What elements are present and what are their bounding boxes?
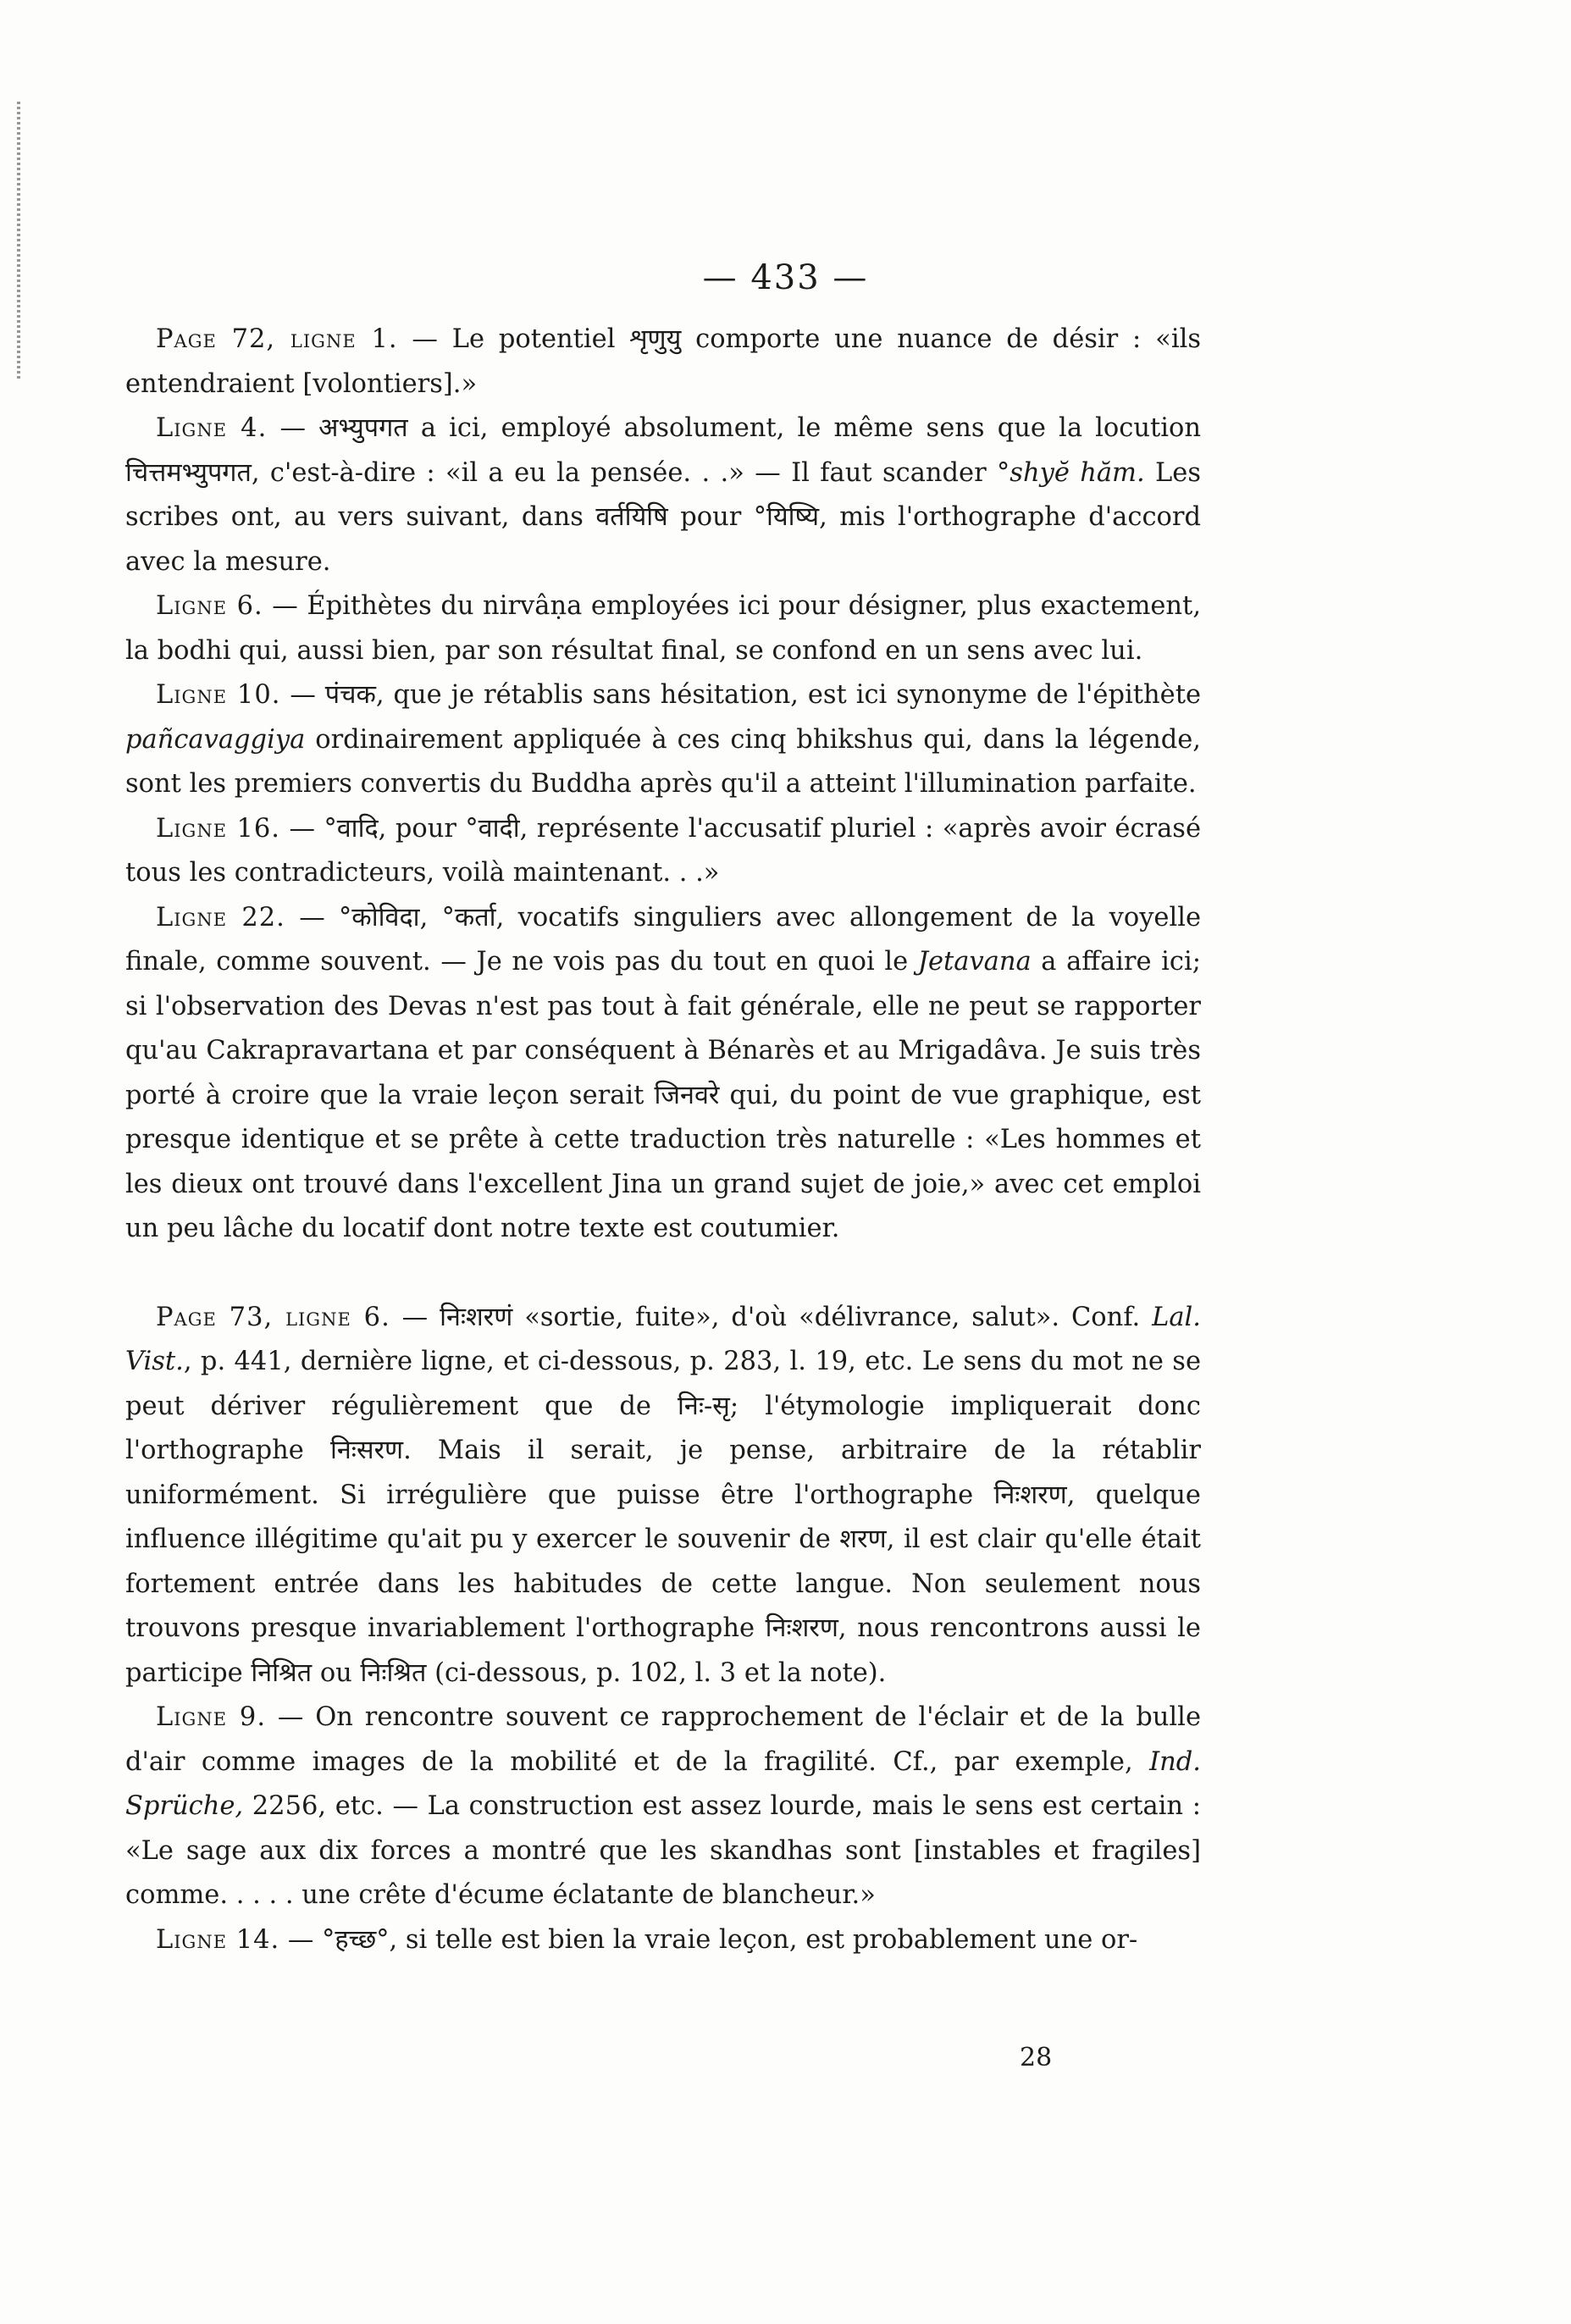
text-run: , représente l'accusatif pluriel : «après avoir écrasé tous les contradicteurs, voilà maintenant. . .» <box>125 813 1202 888</box>
paragraph <box>125 407 1201 584</box>
text-run: — Épithètes du nirvâṇa employées ici pour désigner, plus exactement, la bodhi qui, aussi bien, par son résultat final, se confond en un sens avec lui. <box>125 591 1202 666</box>
page-number: — 433 — <box>702 258 869 297</box>
text-run: अभ्युपगत <box>318 413 408 443</box>
text-run: चित्तमभ्युपगत <box>125 457 252 488</box>
line-reference-label: Ligne 6. <box>156 591 263 621</box>
signature-mark: 28 <box>1020 2043 1053 2072</box>
text-run: शृणुयु <box>629 324 682 354</box>
text-run: — <box>390 1302 440 1332</box>
italic-text: Jetavana <box>917 947 1032 977</box>
text-run: ; l'étymologie impliquerait donc l'orthographe <box>125 1391 1201 1465</box>
text-run: , que je rétablis sans hésitation, est ici synonyme de l'épithète <box>375 680 1202 710</box>
text-run: निःशरण <box>993 1480 1067 1510</box>
text-run: निःश्रित <box>360 1657 427 1688</box>
text-run: Les scribes ont, au vers suivant, dans <box>125 457 1202 532</box>
text-run: — ° <box>279 1924 335 1955</box>
text-run: a affaire ici; si l'observation des Devas n'est pas tout à fait générale, elle ne peut se rapporter qu'au Cakrapravartana et par conséquent à Bénarès et au Mrigadâva. Je suis très porté à croire que la vraie leçon serait <box>125 947 1201 1110</box>
text-run: वर्तयिषि <box>595 502 668 532</box>
text-run: , vocatifs singuliers avec allongement de la voyelle finale, comme souvent. — Je ne vois pas du tout en quoi le <box>125 902 1202 977</box>
paragraph <box>125 807 1201 896</box>
text-run: 2256, etc. — La construction est assez lourde, mais le sens est certain : «Le sage aux dix forces a montré que les skandhas sont [instables et fragiles] comme. . . . . une crête d'écume éclatante de blancheur.» <box>125 1791 1201 1910</box>
line-reference-label: Ligne 16. <box>156 813 281 844</box>
line-reference-label: Page 72, ligne 1. <box>156 324 398 354</box>
text-run: वादी <box>478 813 520 844</box>
line-reference-label: Ligne 9. <box>156 1702 267 1732</box>
commentary-text-block <box>125 318 1201 1962</box>
text-run: कोविदा <box>351 902 420 932</box>
paragraph <box>125 584 1201 673</box>
text-run: , quelque influence illégitime qu'ait pu y exercer le souvenir de <box>125 1480 1201 1554</box>
text-run: शरण <box>839 1524 887 1554</box>
text-run: निःशरणं <box>440 1302 513 1332</box>
binding-edge-mark <box>17 102 20 381</box>
text-run: , mis l'orthographe d'accord avec la mesure. <box>125 502 1201 577</box>
text-run: — <box>267 413 319 443</box>
line-reference-label: Ligne 14. <box>156 1924 280 1955</box>
paragraph <box>125 318 1201 407</box>
line-reference-label: Ligne 22. <box>156 902 285 932</box>
text-run: निश्रित <box>251 1657 313 1688</box>
text-run: निःशरण <box>765 1613 838 1643</box>
text-run: pour ° <box>667 502 767 532</box>
italic-text: Lal. Vist. <box>125 1302 1201 1376</box>
text-run: , p. 441, dernière ligne, et ci-dessous, p. 283, l. 19, etc. Le sens du mot ne se peut dériver régulièrement que de <box>125 1347 1201 1421</box>
text-run: , ° <box>419 902 455 932</box>
text-run: निः-सृ <box>678 1391 730 1421</box>
text-run: ou <box>312 1657 361 1688</box>
text-run: , pour ° <box>378 813 478 844</box>
italic-text: pañcavaggiya <box>125 724 306 755</box>
text-run: निःसरण <box>329 1436 404 1465</box>
text-run: comporte une nuance de désir : «ils entendraient [volontiers].» <box>125 324 1201 399</box>
text-run: a ici, employé absolument, le même sens que la locution <box>407 413 1202 443</box>
paragraph <box>125 1918 1201 1963</box>
text-run: — ° <box>285 902 352 932</box>
line-reference-label: Ligne 10. <box>156 680 281 710</box>
paragraph <box>125 896 1201 1252</box>
paragraph <box>125 1696 1201 1918</box>
text-run: — Le potentiel <box>397 324 630 354</box>
text-run: यिष्यि <box>766 502 820 532</box>
text-run: ordinairement appliquée à ces cinq bhikshus qui, dans la légende, sont les premiers convertis du Buddha après qu'il a atteint l'illumination parfaite. <box>125 724 1201 799</box>
paragraph <box>125 673 1201 807</box>
text-run: (ci-dessous, p. 102, l. 3 et la note). <box>426 1657 887 1688</box>
text-run: , c'est-à-dire : «il a eu la pensée. . .» — Il faut scander <box>251 457 998 488</box>
text-run: «sortie, fuite», d'où «délivrance, salut». Conf. <box>512 1302 1153 1332</box>
text-run: qui, du point de vue graphique, est presque identique et se prête à cette traduction très naturelle : «Les hommes et les dieux ont trouvé dans l'excellent Jina un grand sujet de joie,» avec cet emploi un peu lâche du locatif dont notre texte est coutumier. <box>125 1080 1201 1243</box>
text-run: , il est clair qu'elle était fortement entrée dans les habitudes de cette langue. Non seulement nous trouvons presque invariablement l'orthographe <box>125 1524 1201 1643</box>
italic-text: °shyĕ hăm. <box>997 457 1145 488</box>
text-run: . Mais il serait, je pense, arbitraire de la rétablir uniformément. Si irrégulière que puisse être l'orthographe <box>125 1436 1202 1510</box>
text-run: — On rencontre souvent ce rapprochement de l'éclair et de la bulle d'air comme images de la mobilité et de la fragilité. Cf., par exemple, <box>125 1702 1201 1777</box>
text-run: — ° <box>280 813 337 844</box>
text-run: — <box>280 680 325 710</box>
italic-text: Ind. Sprüche, <box>125 1746 1201 1821</box>
text-run: कर्ता <box>454 902 496 932</box>
text-run: पंचक <box>324 680 376 710</box>
text-run: °, si telle est bien la vraie leçon, est probablement une or- <box>376 1924 1138 1955</box>
text-run: हच्छ <box>335 1924 377 1955</box>
paragraph <box>125 1296 1201 1696</box>
text-run: , nous rencontrons aussi le participe <box>125 1613 1201 1688</box>
line-reference-label: Page 73, ligne 6. <box>156 1302 390 1332</box>
line-reference-label: Ligne 4. <box>156 413 268 443</box>
text-run: वादि <box>336 813 379 844</box>
text-run: जिनवरे <box>654 1080 720 1110</box>
